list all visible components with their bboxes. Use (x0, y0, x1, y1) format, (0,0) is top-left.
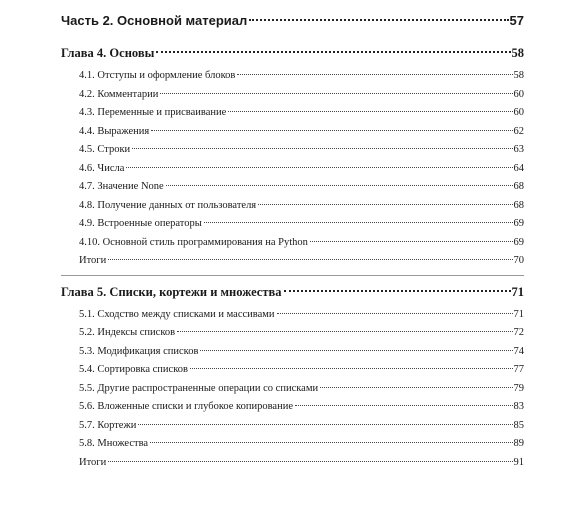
toc-entry (61, 141, 524, 160)
dot-leader (249, 19, 508, 21)
toc-entry-label: Итоги (79, 456, 107, 468)
toc-entry (61, 86, 524, 105)
dot-leader (132, 148, 512, 149)
toc-entry-page: 77 (513, 364, 524, 375)
toc-entry-label: 5.4. Сортировка списков (79, 364, 188, 375)
toc-entry-label: 4.1. Отступы и оформление блоков (79, 70, 236, 81)
dot-leader (228, 111, 512, 112)
toc-entry-label: 5.8. Множества (79, 438, 149, 449)
dot-leader (204, 222, 513, 223)
toc-entry (61, 160, 524, 179)
toc-entry-page: 64 (513, 162, 524, 174)
dot-leader (177, 331, 512, 332)
dot-leader (200, 350, 512, 351)
chapter-heading (61, 282, 524, 302)
dot-leader (258, 204, 512, 205)
chapter-page-number: 71 (511, 284, 524, 299)
toc-entry-page: 60 (513, 88, 524, 100)
toc-entry-label: 4.6. Числа (79, 162, 125, 174)
toc-entry-label: 4.9. Встроенные операторы (79, 218, 202, 229)
toc-entry-label: 4.4. Выражения (79, 125, 150, 137)
toc-entry-page: 85 (513, 419, 524, 431)
toc-entry-label: 4.5. Строки (79, 144, 131, 155)
chapter-divider (61, 275, 524, 276)
toc-entry-label: 4.3. Переменные и присваивание (79, 107, 227, 118)
dot-leader (237, 74, 512, 75)
dot-leader (320, 387, 512, 388)
toc-entry (61, 234, 524, 253)
part-page-number: 57 (509, 13, 524, 28)
table-of-contents (61, 10, 524, 472)
toc-entry-page: 63 (513, 144, 524, 155)
toc-entry-page: 69 (513, 236, 524, 248)
toc-entry-page: 68 (513, 199, 524, 211)
toc-entry (61, 435, 524, 454)
dot-leader (160, 93, 512, 94)
toc-entry-page: 71 (513, 308, 524, 320)
toc-entry (61, 306, 524, 325)
toc-entry-page: 79 (513, 382, 524, 394)
toc-entry-page: 89 (513, 438, 524, 449)
toc-entry-label: 5.3. Модификация списков (79, 345, 199, 357)
part-title: Часть 2. Основной материал (61, 13, 248, 28)
toc-entry (61, 104, 524, 123)
toc-entry (61, 67, 524, 86)
dot-leader (150, 442, 512, 443)
toc-entry-label: 4.2. Комментарии (79, 88, 159, 100)
toc-entry-page: 69 (513, 218, 524, 229)
toc-entry (61, 178, 524, 197)
dot-leader (156, 51, 510, 53)
toc-entry (61, 215, 524, 234)
toc-entry-page: 68 (513, 181, 524, 192)
toc-entry-page: 62 (513, 125, 524, 137)
toc-entry (61, 197, 524, 216)
toc-entry (61, 398, 524, 417)
dot-leader (190, 368, 513, 369)
dot-leader (310, 241, 513, 242)
toc-entry (61, 324, 524, 343)
dot-leader (284, 290, 511, 292)
toc-entry (61, 123, 524, 142)
dot-leader (108, 461, 512, 462)
toc-entry-page: 83 (513, 401, 524, 412)
toc-entry-label: 5.6. Вложенные списки и глубокое копирование (79, 401, 293, 412)
dot-leader (138, 424, 512, 425)
toc-entry (61, 361, 524, 380)
toc-entry-page: 60 (513, 107, 524, 118)
toc-entry (61, 380, 524, 399)
part-heading (61, 10, 524, 32)
toc-entry-page: 74 (513, 345, 524, 357)
toc-entry-page: 72 (513, 327, 524, 338)
toc-entry (61, 417, 524, 436)
toc-entry-label: 4.8. Получение данных от пользователя (79, 199, 257, 211)
toc-entry-label: Итоги (79, 255, 107, 266)
toc-entry-label: 4.7. Значение None (79, 181, 164, 192)
dot-leader (151, 130, 512, 131)
chapter-page-number: 58 (511, 46, 524, 60)
dot-leader (108, 259, 512, 260)
toc-entry (61, 343, 524, 362)
toc-entry-page: 70 (513, 255, 524, 266)
dot-leader (295, 405, 513, 406)
dot-leader (166, 185, 513, 186)
chapter-title: Глава 5. Списки, кортежи и множества (61, 284, 282, 299)
chapter-heading (61, 43, 524, 63)
toc-entry (61, 454, 524, 473)
toc-entry-label: 5.1. Сходство между списками и массивами (79, 308, 275, 320)
toc-entry-label: 5.7. Кортежи (79, 419, 137, 431)
toc-entry-label: 5.2. Индексы списков (79, 327, 176, 338)
dot-leader (126, 167, 512, 168)
toc-entry-label: 5.5. Другие распространенные операции со списками (79, 382, 319, 394)
toc-entry (61, 252, 524, 271)
chapter-title: Глава 4. Основы (61, 46, 155, 60)
dot-leader (277, 313, 513, 314)
toc-entry-page: 91 (513, 456, 524, 468)
toc-entry-page: 58 (513, 70, 524, 81)
toc-entry-label: 4.10. Основной стиль программирования на Python (79, 236, 308, 248)
